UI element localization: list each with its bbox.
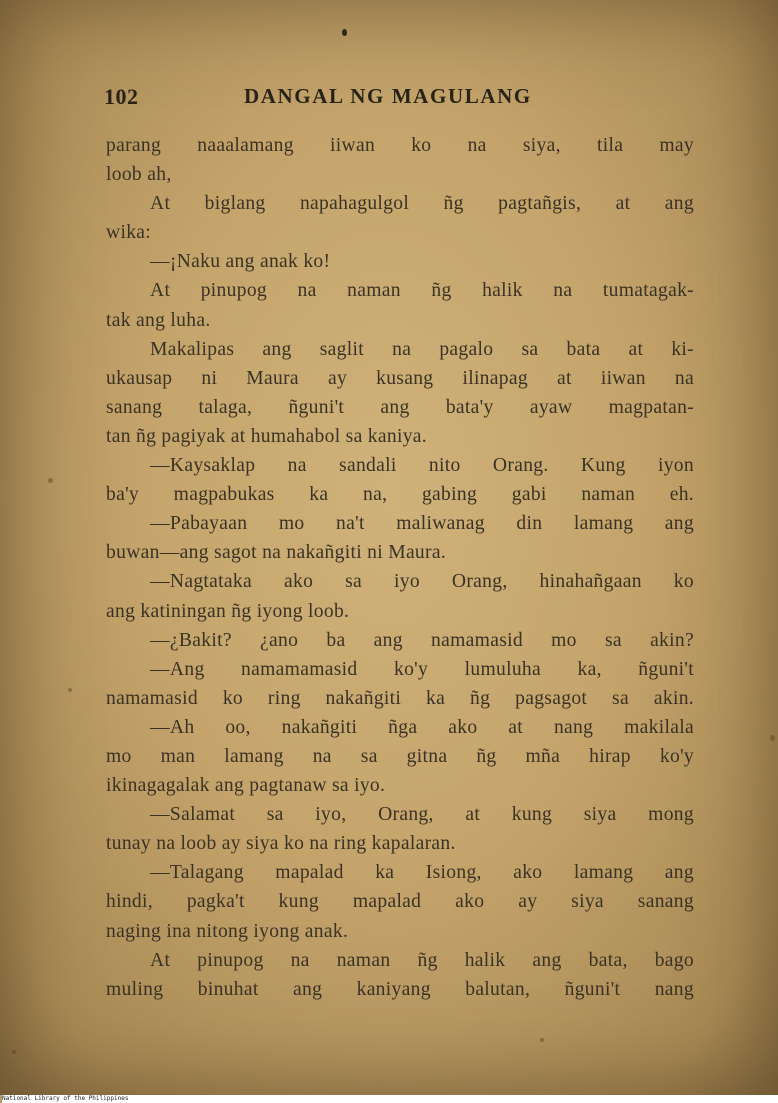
text-line: tunay na loob ay siya ko na ring kapalaran.: [106, 833, 456, 855]
text-line: —¡Naku ang anak ko!: [150, 251, 331, 273]
page-header: [104, 84, 694, 112]
text-line: mo man lamang na sa gitna ñg mña hirap ko'y: [106, 745, 694, 767]
text-line: —Pabayaan mo na't maliwanag din lamang ang: [150, 513, 694, 535]
text-line: —Nagtataka ako sa iyo Orang, hinahañgaan ko: [150, 571, 694, 593]
text-line: —¿Bakit? ¿ano ba ang namamasid mo sa akin?: [150, 629, 694, 651]
text-line: At pinupog na naman ñg halik na tumatagak-: [150, 280, 694, 302]
text-line: —Salamat sa iyo, Orang, at kung siya mong: [150, 804, 694, 826]
body-text: [106, 131, 694, 1004]
text-line: naging ina nitong iyong anak.: [106, 920, 349, 942]
text-line: parang naaalamang iiwan ko na siya, tila may: [106, 135, 694, 156]
text-line: loob ah,: [106, 164, 172, 186]
text-line: —Ang namamamasid ko'y lumuluha ka, ñguni't: [150, 658, 694, 680]
text-line: tan ñg pagiyak at humahabol sa kaniya.: [106, 425, 427, 447]
text-line: hindi, pagka't kung mapalad ako ay siya sanang: [106, 891, 694, 913]
text-line: muling binuhat ang kaniyang balutan, ñguni't nang: [106, 978, 694, 1000]
text-line: sanang talaga, ñguni't ang bata'y ayaw magpatan-: [106, 396, 694, 418]
scan-credit: National Library of the Philippines: [2, 1095, 778, 1103]
text-line: ba'y magpabukas ka na, gabing gabi naman eh.: [106, 484, 694, 506]
text-line: tak ang luha.: [106, 309, 211, 331]
text-line: Makalipas ang saglit na pagalo sa bata at ki-: [150, 338, 694, 360]
text-line: ukausap ni Maura ay kusang ilinapag at iiwan na: [106, 367, 694, 389]
ink-speck: [68, 688, 72, 692]
text-line: At pinupog na naman ñg halik ang bata, bago: [150, 949, 694, 971]
text-line: —Talagang mapalad ka Isiong, ako lamang ang: [150, 862, 694, 884]
ink-speck: [48, 478, 53, 483]
page-number: 102: [104, 84, 139, 109]
ink-speck: [540, 1038, 544, 1042]
text-line: ikinagagalak ang pagtanaw sa iyo.: [106, 775, 386, 797]
ink-speck: [770, 735, 775, 741]
text-line: —Ah oo, nakañgiti ñga ako at nang makilala: [150, 716, 694, 738]
text-line: At biglang napahagulgol ñg pagtañgis, at ang: [150, 193, 694, 215]
running-title: DANGAL NG MAGULANG: [244, 84, 532, 108]
text-line: —Kaysaklap na sandali nito Orang. Kung iyon: [150, 455, 694, 477]
text-line: wika:: [106, 222, 152, 244]
text-line: buwan—ang sagot na nakañgiti ni Maura.: [106, 542, 447, 564]
text-line: ang katiningan ñg iyong loob.: [106, 600, 350, 622]
text-line: namamasid ko ring nakañgiti ka ñg pagsagot sa akin.: [106, 687, 694, 709]
ink-speck: [342, 29, 347, 36]
ink-speck: [12, 1050, 16, 1054]
